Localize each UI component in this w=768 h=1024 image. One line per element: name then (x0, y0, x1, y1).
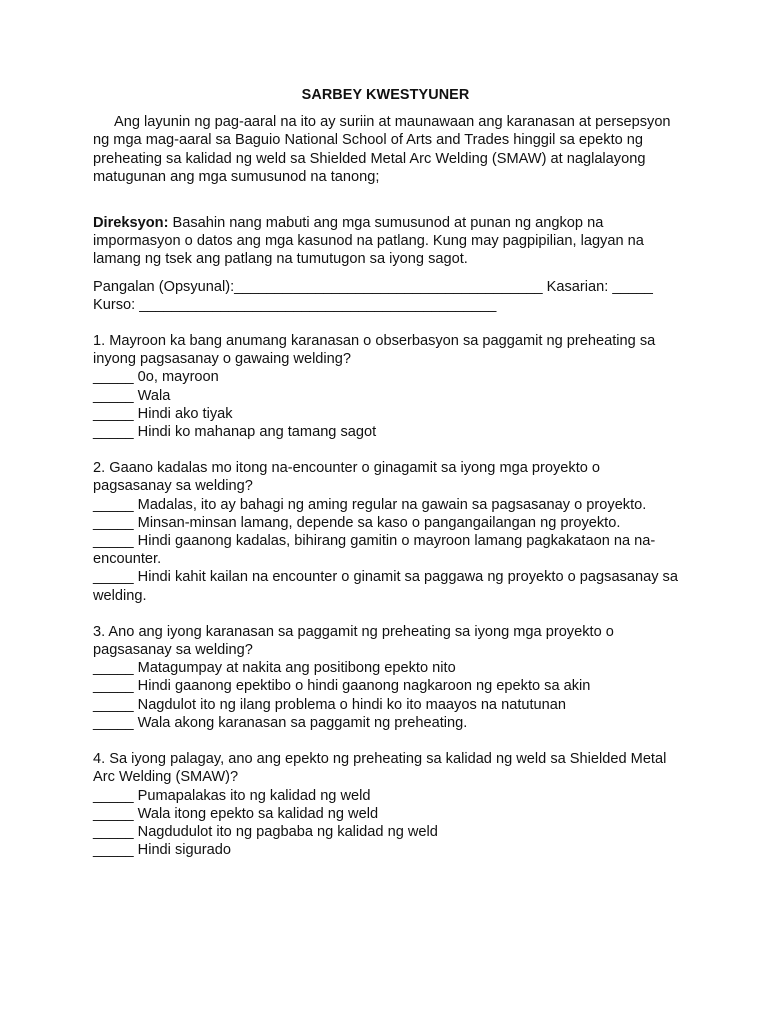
option-row[interactable] (93, 568, 678, 604)
answer-blank[interactable]: _____ (93, 405, 134, 422)
answer-blank[interactable]: _____ (93, 787, 134, 804)
answer-blank[interactable]: _____ (93, 387, 134, 404)
option-row[interactable] (93, 387, 678, 405)
option-row[interactable] (93, 696, 678, 714)
option-label: Madalas, ito ay bahagi ng aming regular na gawain sa pagsasanay o proyekto. (137, 496, 647, 513)
answer-blank[interactable]: _____ (93, 823, 134, 840)
question-text: 2. Gaano kadalas mo itong na-encounter o ginagamit sa iyong mga proyekto o pagsasanay sa welding? (93, 460, 601, 495)
answer-blank[interactable]: _____ (93, 678, 134, 695)
option-label: Matagumpay at nakita ang positibong epekto nito (137, 660, 456, 677)
direction-label: Direksyon: (93, 215, 169, 232)
option-row[interactable] (93, 805, 678, 823)
direction-paragraph (93, 214, 678, 269)
course-label: Kurso: (93, 296, 136, 313)
option-label: 0o, mayroon (137, 369, 219, 386)
answer-blank[interactable]: _____ (93, 369, 134, 386)
option-label: Wala (137, 387, 171, 404)
option-row[interactable] (93, 496, 678, 514)
answer-blank[interactable]: _____ (93, 533, 134, 550)
question-3 (93, 623, 678, 732)
option-label: Hindi kahit kailan na encounter o ginamit sa paggawa ng proyekto o pagsasanay sa welding. (93, 569, 678, 604)
option-row[interactable] (93, 532, 678, 568)
course-line (93, 296, 678, 314)
direction-text: Basahin nang mabuti ang mga sumusunod at punan ng angkop na impormasyon o datos ang mga kasunod na patlang. Kung may pagpipilian, lagyan na lamang ng tsek ang patlang na tumutugon sa iyong sagot. (93, 215, 644, 268)
option-label: Hindi ko mahanap ang tamang sagot (137, 424, 377, 441)
option-label: Hindi sigurado (137, 842, 231, 859)
name-blank[interactable]: ______________________________________ (234, 278, 543, 295)
option-label: Hindi ako tiyak (137, 405, 233, 422)
question-text: 4. Sa iyong palagay, ano ang epekto ng preheating sa kalidad ng weld sa Shielded Metal Arc Welding (SMAW)? (93, 751, 667, 786)
option-row[interactable] (93, 787, 678, 805)
answer-blank[interactable]: _____ (93, 569, 134, 586)
option-label: Minsan-minsan lamang, depende sa kaso o pangangailangan ng proyekto. (137, 514, 621, 531)
option-label: Nagdudulot ito ng pagbaba ng kalidad ng weld (137, 823, 438, 840)
question-text: 3. Ano ang iyong karanasan sa paggamit ng preheating sa iyong mga proyekto o pagsasanay sa welding? (93, 623, 614, 659)
answer-blank[interactable]: _____ (93, 514, 134, 531)
option-row[interactable] (93, 514, 678, 532)
course-blank[interactable]: ____________________________________________ (135, 296, 497, 313)
sex-field[interactable]: Kasarian: _____ (542, 278, 653, 295)
answer-blank[interactable]: _____ (93, 696, 134, 713)
option-row[interactable] (93, 423, 678, 441)
answer-blank[interactable]: _____ (93, 660, 134, 677)
option-row[interactable] (93, 714, 678, 732)
survey-document (93, 86, 678, 859)
option-label: Hindi gaanong kadalas, bihirang gamitin o mayroon lamang pagkakataon na na-encounter. (93, 533, 656, 568)
name-label: Pangalan (Opsyunal): (93, 278, 235, 295)
answer-blank[interactable]: _____ (93, 805, 134, 822)
option-label: Pumapalakas ito ng kalidad ng weld (137, 787, 371, 804)
answer-blank[interactable]: _____ (93, 424, 134, 441)
option-row[interactable] (93, 405, 678, 423)
option-label: Wala akong karanasan sa paggamit ng preheating. (137, 714, 468, 731)
answer-blank[interactable]: _____ (93, 842, 134, 859)
option-row[interactable] (93, 823, 678, 841)
option-label: Wala itong epekto sa kalidad ng weld (137, 805, 379, 822)
option-label: Hindi gaanong epektibo o hindi gaanong nagkaroon ng epekto sa akin (137, 678, 591, 695)
question-4 (93, 750, 678, 859)
page-title: SARBEY KWESTYUNER (301, 87, 470, 103)
question-2 (93, 459, 678, 605)
option-row[interactable] (93, 841, 678, 859)
option-row[interactable] (93, 659, 678, 677)
question-1 (93, 332, 678, 441)
answer-blank[interactable]: _____ (93, 496, 134, 513)
option-row[interactable] (93, 677, 678, 695)
answer-blank[interactable]: _____ (93, 714, 134, 731)
option-label: Nagdulot ito ng ilang problema o hindi ko ito maayos na natutunan (137, 696, 567, 713)
option-row[interactable] (93, 368, 678, 386)
respondent-fields (93, 278, 678, 314)
name-sex-line (93, 278, 678, 296)
intro-paragraph: Ang layunin ng pag-aaral na ito ay suriin at maunawaan ang karanasan at persepsyon ng mga mag-aaral sa Baguio National School of Arts and Trades hinggil sa epekto ng preheating sa kalidad ng weld sa Shielded Metal Arc Welding (SMAW) at naglalayong matugunan ang mga sumusunod na tanong; (93, 114, 671, 185)
question-text: 1. Mayroon ka bang anumang karanasan o obserbasyon sa paggamit ng preheating sa inyong pagsasanay o gawaing welding? (93, 333, 656, 368)
